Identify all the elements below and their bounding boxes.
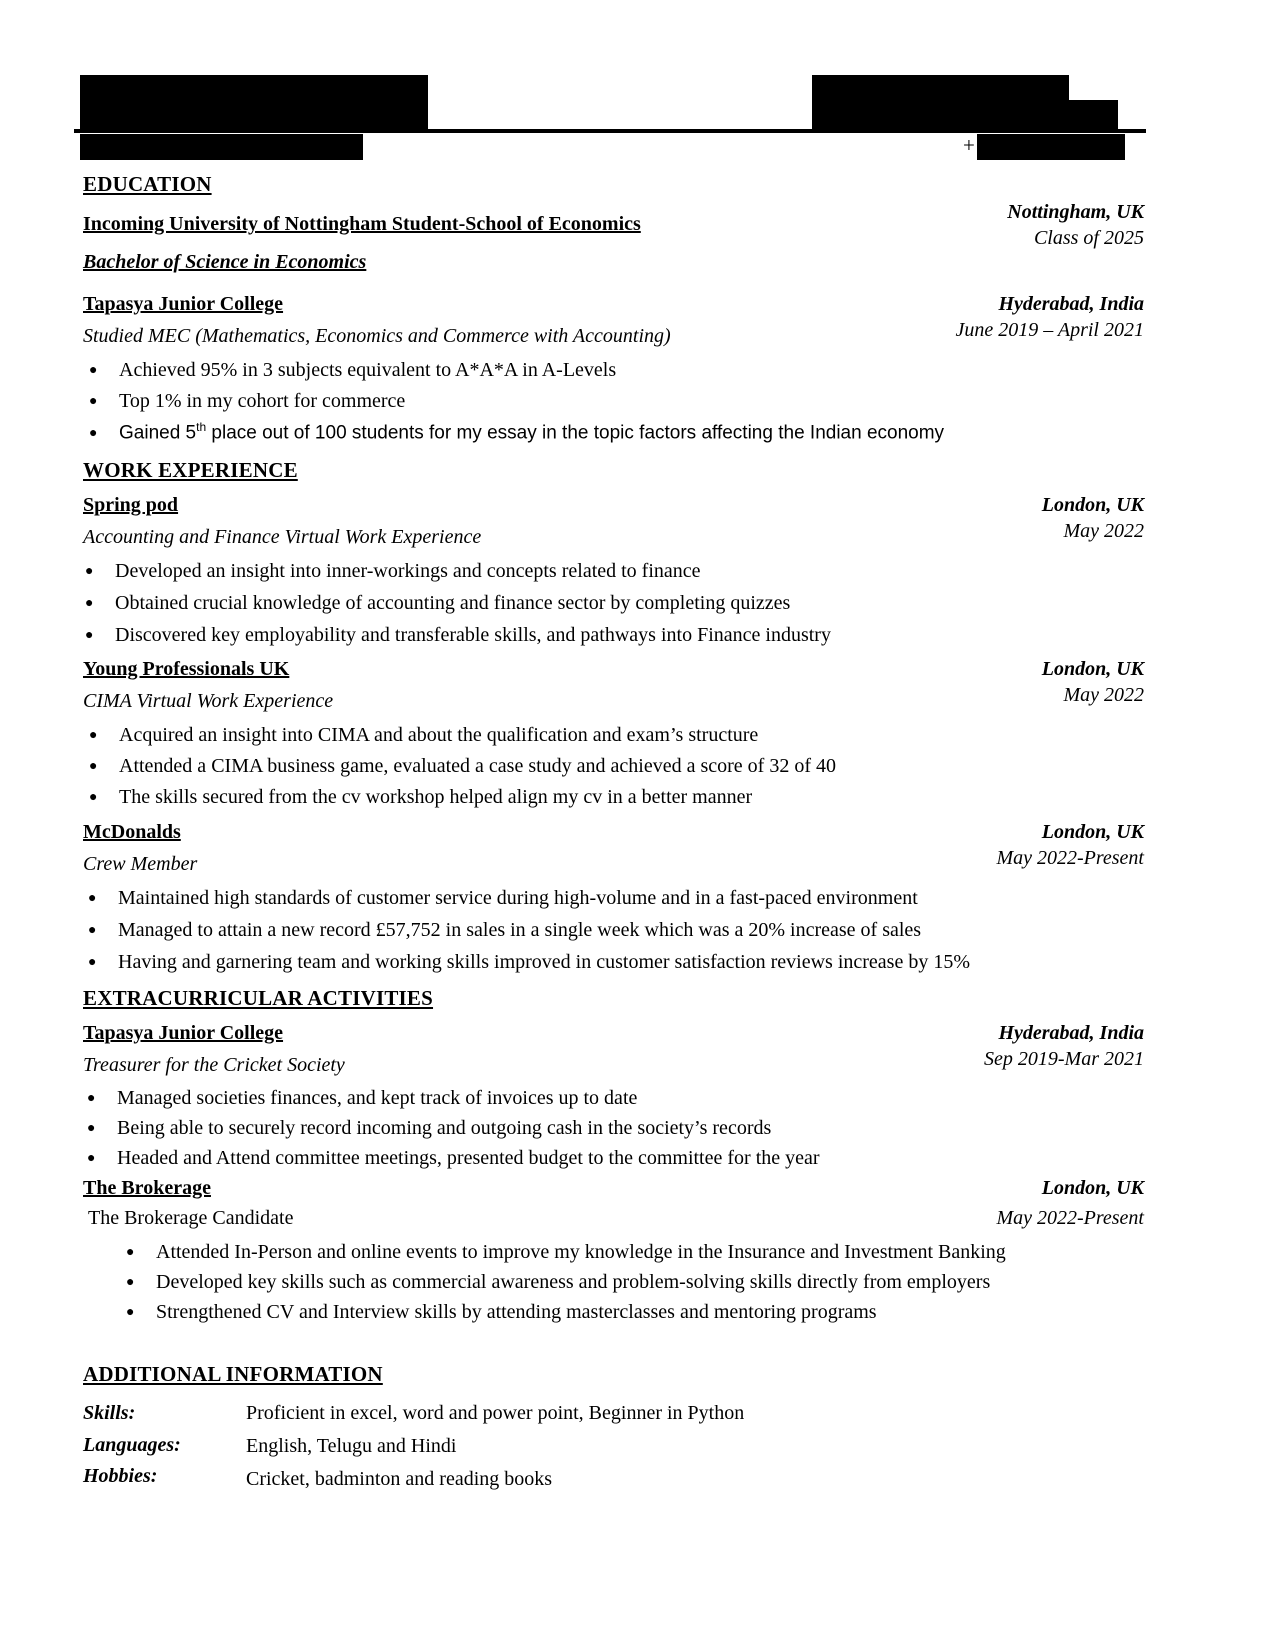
- info-label-hobbies: Hobbies:: [83, 1465, 158, 1487]
- list-item: ● Discovered key employability and transferable skills, and pathways into Finance industry: [85, 624, 831, 646]
- list-item: ● Obtained crucial knowledge of accounting and finance sector by completing quizzes: [85, 592, 791, 614]
- list-item: ● Strengthened CV and Interview skills by attending masterclasses and mentoring programs: [126, 1301, 877, 1323]
- info-value-languages: English, Telugu and Hindi: [246, 1435, 457, 1457]
- list-item: ● Having and garnering team and working skills improved in customer satisfaction reviews increase by 15%: [88, 951, 970, 973]
- edu-org-tapasya: Tapasya Junior College: [83, 293, 284, 315]
- list-item: ● Managed societies finances, and kept track of invoices up to date: [87, 1087, 638, 1109]
- section-heading-extracurricular: EXTRACURRICULAR ACTIVITIES: [83, 986, 434, 1010]
- extra-date-tapasya: Sep 2019-Mar 2021: [984, 1048, 1144, 1070]
- list-item: ● Acquired an insight into CIMA and about the qualification and exam’s structure: [89, 724, 759, 746]
- bullet-dot-icon: ●: [89, 728, 98, 743]
- bullet-dot-icon: ●: [126, 1275, 135, 1290]
- work-location-springpod: London, UK: [1041, 494, 1144, 516]
- list-item: ● Attended In-Person and online events to improve my knowledge in the Insurance and Investment Banking: [126, 1241, 1006, 1263]
- redacted-email: [80, 134, 363, 160]
- list-item: ● Being able to securely record incoming and outgoing cash in the society’s records: [87, 1117, 772, 1139]
- extra-role-tapasya: Treasurer for the Cricket Society: [83, 1054, 345, 1076]
- bullet-dot-icon: ●: [85, 628, 94, 643]
- redacted-name: [80, 75, 428, 129]
- bullet-dot-icon: ●: [88, 923, 97, 938]
- bullet-dot-icon: ●: [126, 1245, 135, 1260]
- list-item: ● Developed an insight into inner-workings and concepts related to finance: [85, 560, 701, 582]
- extra-org-brokerage: The Brokerage: [83, 1177, 211, 1199]
- work-date-ypuk: May 2022: [1063, 684, 1144, 706]
- edu-course: Studied MEC (Mathematics, Economics and Commerce with Accounting): [83, 325, 671, 347]
- work-role-ypuk: CIMA Virtual Work Experience: [83, 690, 334, 712]
- edu-location-tapasya: Hyderabad, India: [998, 293, 1144, 315]
- bullet-dot-icon: ●: [85, 596, 94, 611]
- edu-date-nottingham: Class of 2025: [1033, 227, 1144, 249]
- list-item: ● Attended a CIMA business game, evaluated a case study and achieved a score of 32 of 40: [89, 755, 836, 777]
- edu-degree: Bachelor of Science in Economics: [83, 251, 367, 273]
- list-item: ● Top 1% in my cohort for commerce: [89, 390, 406, 412]
- list-item: ● Managed to attain a new record £57,752 in sales in a single week which was a 20% increase of sales: [88, 919, 922, 941]
- work-role-springpod: Accounting and Finance Virtual Work Experience: [83, 526, 482, 548]
- work-date-springpod: May 2022: [1063, 520, 1144, 542]
- bullet-dot-icon: ●: [88, 955, 97, 970]
- work-org-mcdonalds: McDonalds: [83, 821, 181, 843]
- info-value-skills: Proficient in excel, word and power point, Beginner in Python: [246, 1402, 745, 1424]
- redacted-phone: [977, 134, 1125, 160]
- list-item: ● Achieved 95% in 3 subjects equivalent to A*A*A in A-Levels: [89, 359, 617, 381]
- section-heading-additional: ADDITIONAL INFORMATION: [83, 1362, 383, 1386]
- info-label-languages: Languages:: [83, 1434, 181, 1456]
- list-item: ● Headed and Attend committee meetings, presented budget to the committee for the year: [87, 1147, 820, 1169]
- info-value-hobbies: Cricket, badminton and reading books: [246, 1468, 553, 1490]
- redacted-contact-block-tail: [1060, 100, 1118, 129]
- bullet-dot-icon: ●: [88, 891, 97, 906]
- bullet-dot-icon: ●: [89, 394, 98, 409]
- bullet-dot-icon: ●: [87, 1091, 96, 1106]
- bullet-dot-icon: ●: [89, 790, 98, 805]
- extra-date-brokerage: May 2022-Present: [996, 1207, 1144, 1229]
- extra-location-brokerage: London, UK: [1041, 1177, 1144, 1199]
- work-role-mcdonalds: Crew Member: [83, 853, 198, 875]
- list-item: ● Developed key skills such as commercial awareness and problem-solving skills directly from employers: [126, 1271, 991, 1293]
- list-item: ● Gained 5th place out of 100 students for my essay in the topic factors affecting the Indian economy: [89, 420, 945, 444]
- bullet-dot-icon: ●: [87, 1151, 96, 1166]
- extra-location-tapasya: Hyderabad, India: [998, 1022, 1144, 1044]
- section-heading-education: EDUCATION: [83, 172, 212, 196]
- work-org-ypuk: Young Professionals UK: [83, 658, 290, 680]
- edu-org-nottingham: Incoming University of Nottingham Student-School of Economics: [83, 213, 641, 235]
- phone-plus: +: [963, 133, 975, 157]
- info-label-skills: Skills:: [83, 1402, 136, 1424]
- bullet-dot-icon: ●: [126, 1305, 135, 1320]
- list-item: ● Maintained high standards of customer service during high-volume and in a fast-paced environment: [88, 887, 918, 909]
- list-item: ● The skills secured from the cv workshop helped align my cv in a better manner: [89, 786, 753, 808]
- work-date-mcdonalds: May 2022-Present: [996, 847, 1144, 869]
- edu-date-tapasya: June 2019 – April 2021: [955, 319, 1144, 341]
- work-location-ypuk: London, UK: [1041, 658, 1144, 680]
- edu-location-nottingham: Nottingham, UK: [1007, 201, 1144, 223]
- section-heading-work: WORK EXPERIENCE: [83, 458, 298, 482]
- bullet-dot-icon: ●: [89, 363, 98, 378]
- work-org-springpod: Spring pod: [83, 494, 179, 516]
- work-location-mcdonalds: London, UK: [1041, 821, 1144, 843]
- redacted-contact-block: [812, 75, 1069, 129]
- bullet-dot-icon: ●: [89, 759, 98, 774]
- header-rule: [74, 129, 1146, 133]
- bullet-dot-icon: ●: [85, 564, 94, 579]
- bullet-dot-icon: ●: [87, 1121, 96, 1136]
- extra-org-tapasya: Tapasya Junior College: [83, 1022, 284, 1044]
- bullet-dot-icon: ●: [89, 424, 98, 440]
- extra-role-brokerage: The Brokerage Candidate: [88, 1207, 294, 1229]
